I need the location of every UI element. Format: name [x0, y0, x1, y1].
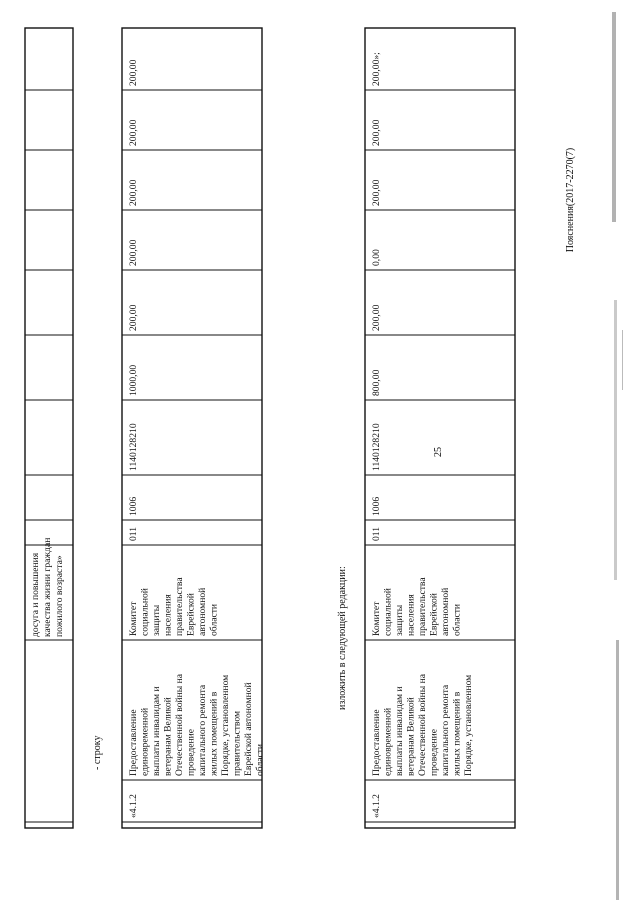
svg-text:выплаты инвалидам и: выплаты инвалидам и: [394, 686, 405, 776]
new-row-value-5: 200,00: [371, 119, 382, 146]
top-fragment-line-3: пожилого возраста»: [54, 555, 65, 637]
svg-text:населения: населения: [162, 594, 174, 636]
page-number: 25: [433, 447, 444, 457]
string-label: - строку: [92, 735, 103, 770]
old-row-value-total: 1000,00: [128, 364, 139, 396]
svg-text:автономной: автономной: [197, 587, 208, 636]
top-fragment-line-1: досуга и повышения: [30, 552, 41, 637]
svg-text:правительства: правительства: [417, 577, 428, 636]
svg-text:защиты: защиты: [394, 604, 405, 636]
svg-text:населения: населения: [405, 594, 417, 636]
new-row-name: [371, 673, 474, 777]
top-fragment-line-2: качества жизни граждан: [42, 537, 53, 637]
svg-text:социальной: социальной: [382, 588, 394, 636]
old-row-grbs: 011: [128, 526, 139, 541]
old-row-name: [128, 673, 266, 777]
svg-text:ветеранам Великой: ветеранам Великой: [162, 697, 174, 776]
old-row-executor: [128, 577, 220, 636]
top-fragment-table: [25, 28, 73, 828]
svg-text:жилых помещений в: жилых помещений в: [208, 691, 220, 776]
old-row-csr: 1140128210: [128, 423, 139, 471]
svg-text:правительством: правительством: [231, 710, 243, 776]
svg-text:жилых помещений в: жилых помещений в: [451, 691, 463, 776]
scan-edge-artifact: [612, 12, 623, 900]
svg-text:Отечественной войны на: Отечественной войны на: [174, 673, 185, 776]
old-row-rzpr: 1006: [128, 496, 139, 516]
footer-reference: Пояснения(2017-2270(7): [565, 147, 576, 253]
new-row-csr: 1140128210: [371, 423, 382, 471]
svg-text:области: области: [451, 603, 463, 636]
new-row-value-3: 0,00: [371, 249, 382, 266]
svg-text:Предоставление: Предоставление: [128, 709, 139, 776]
svg-text:капитального ремонта: капитального ремонта: [440, 684, 451, 776]
old-row-value-3: 200,00: [128, 239, 139, 266]
new-row-table: [365, 28, 515, 828]
old-row-value-2: 200,00: [128, 304, 139, 331]
old-row-number: «4.1.2: [128, 794, 139, 818]
new-row-executor: [371, 577, 463, 636]
svg-text:социальной: социальной: [139, 588, 151, 636]
new-row-value-2: 200,00: [371, 304, 382, 331]
new-row-number: «4.1.2: [371, 794, 382, 818]
old-row-value-6: 200,00: [128, 59, 139, 86]
svg-text:Отечественной войны на: Отечественной войны на: [417, 673, 428, 776]
new-row-rzpr: 1006: [371, 496, 382, 516]
svg-text:Комитет: Комитет: [128, 601, 139, 636]
new-row-value-total: 800,00: [371, 369, 382, 396]
svg-text:правительства: правительства: [174, 577, 185, 636]
svg-text:выплаты инвалидам и: выплаты инвалидам и: [151, 686, 162, 776]
svg-text:Еврейской автономной: Еврейской автономной: [243, 682, 254, 776]
svg-text:Предоставление: Предоставление: [371, 709, 382, 776]
svg-text:единовременной: единовременной: [139, 707, 151, 776]
svg-text:Еврейской: Еврейской: [185, 593, 197, 636]
svg-text:Еврейской: Еврейской: [428, 593, 440, 636]
old-row-value-5: 200,00: [128, 119, 139, 146]
old-row-table: [122, 28, 266, 828]
new-row-value-6: 200,00»;: [371, 52, 382, 86]
svg-text:защиты: защиты: [151, 604, 162, 636]
svg-text:единовременной: единовременной: [382, 707, 394, 776]
svg-text:Порядке, установленном: Порядке, установленном: [463, 674, 474, 776]
svg-text:проведение: проведение: [185, 729, 197, 776]
svg-text:области: области: [254, 743, 266, 776]
edit-label: изложить в следующей редакции:: [337, 566, 348, 710]
svg-text:автономной: автономной: [440, 587, 451, 636]
svg-text:ветеранам Великой: ветеранам Великой: [405, 697, 417, 776]
new-row-grbs: 011: [371, 526, 382, 541]
svg-text:области: области: [208, 603, 220, 636]
new-row-value-4: 200,00: [371, 179, 382, 206]
svg-text:капитального ремонта: капитального ремонта: [197, 684, 208, 776]
old-row-value-4: 200,00: [128, 179, 139, 206]
svg-text:Порядке, установленном: Порядке, установленном: [220, 674, 231, 776]
svg-text:проведение: проведение: [428, 729, 440, 776]
svg-text:Комитет: Комитет: [371, 601, 382, 636]
